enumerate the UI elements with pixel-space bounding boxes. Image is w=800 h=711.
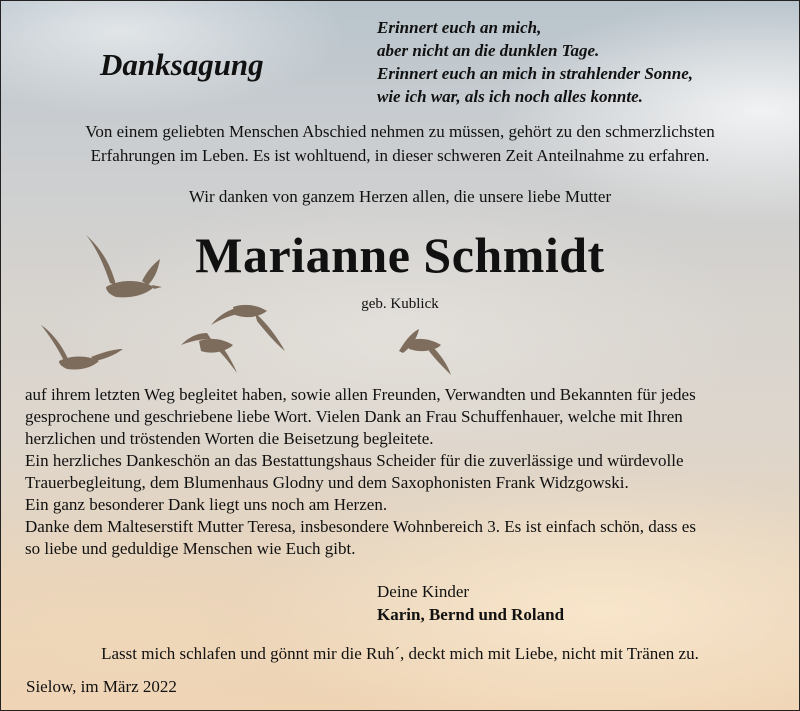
body-line: Ein herzliches Dankeschön an das Bestattungshaus Scheider für die zuverlässige und würdevolle: [25, 451, 684, 470]
body-line: auf ihrem letzten Weg begleitet haben, sowie allen Freunden, Verwandten und Bekannten für jedes: [25, 385, 696, 404]
poem: [377, 16, 693, 108]
body-line: Ein ganz besonderer Dank liegt uns noch am Herzen.: [25, 495, 388, 514]
birth-name: geb. Kublick: [361, 296, 439, 312]
intro-line: Erfahrungen im Leben. Es ist wohltuend, in dieser schweren Zeit Anteilnahme zu erfahren.: [90, 146, 710, 165]
body-line: so liebe und geduldige Menschen wie Euch gibt.: [25, 539, 356, 558]
intro-text: [1, 120, 799, 168]
signature-names: Karin, Bernd und Roland: [377, 605, 565, 624]
poem-line: wie ich war, als ich noch alles konnte.: [377, 87, 643, 106]
closing-verse: Lasst mich schlafen und gönnt mir die Ruh´, deckt mich mit Liebe, nicht mit Tränen zu.: [101, 644, 699, 663]
heading: Danksagung: [100, 47, 264, 82]
body-line: gesprochene und geschriebene liebe Wort. Vielen Dank an Frau Schuffenhauer, welche mit Ihren: [25, 407, 683, 426]
deceased-name: Marianne Schmidt: [195, 227, 605, 283]
body-line: Danke dem Malteserstift Mutter Teresa, insbesondere Wohnbereich 3. Es ist einfach schön, dass es: [25, 517, 696, 536]
goose-icon: [41, 325, 123, 370]
signature-label: Deine Kinder: [377, 582, 470, 601]
intro-line: Von einem geliebten Menschen Abschied nehmen zu müssen, gehört zu den schmerzlichsten: [85, 122, 715, 141]
thanks-line: Wir danken von ganzem Herzen allen, die unsere liebe Mutter: [188, 187, 612, 206]
goose-icon: [181, 333, 237, 373]
body-line: Trauerbegleitung, dem Blumenhaus Glodny und dem Saxophonisten Frank Widzgowski.: [25, 473, 629, 492]
body-text: [25, 384, 696, 560]
poem-line: aber nicht an die dunklen Tage.: [377, 41, 600, 60]
place-date: Sielow, im März 2022: [26, 677, 177, 696]
goose-icon: [399, 329, 451, 375]
body-line: herzlichen und tröstenden Worten die Beisetzung begleitete.: [25, 429, 434, 448]
poem-line: Erinnert euch an mich,: [377, 18, 542, 37]
poem-line: Erinnert euch an mich in strahlender Sonne,: [377, 64, 694, 83]
